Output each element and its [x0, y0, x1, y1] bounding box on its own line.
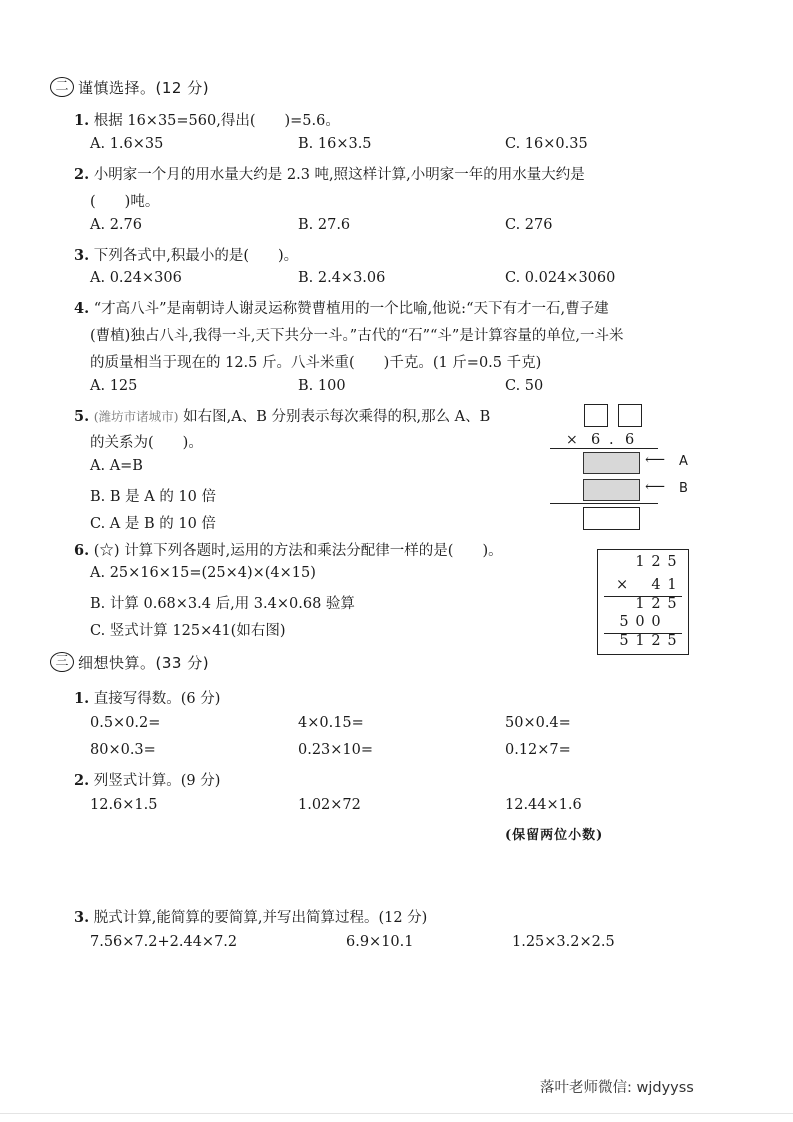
- q-text: 计算下列各题时,运用的方法和乘法分配律一样的是( )。: [124, 543, 503, 559]
- q-text: 小明家一个月的用水量大约是 2.3 吨,照这样计算,小明家一年的用水量大约是: [93, 167, 585, 183]
- calc-item[interactable]: 0.12×7=: [505, 742, 571, 758]
- row-multiplicand: [632, 554, 680, 570]
- decimal-point: .: [609, 432, 614, 448]
- digit: 1: [635, 596, 645, 612]
- digit: 2: [651, 554, 661, 570]
- option-c[interactable]: C. 50: [505, 378, 544, 394]
- option-c[interactable]: C. 16×0.35: [505, 136, 588, 152]
- calc-item[interactable]: 6.9×10.1: [346, 934, 414, 950]
- product-box-b[interactable]: [583, 479, 640, 501]
- option-b[interactable]: B. 计算 0.68×3.4 后,用 3.4×0.68 验算: [90, 596, 355, 612]
- option-a[interactable]: A. 25×16×15=(25×4)×(4×15): [90, 565, 316, 581]
- q-text: “才高八斗”是南朝诗人谢灵运称赞曹植用的一个比喻,他说:“天下有才一石,曹子建: [93, 301, 609, 317]
- s3q2-line: [74, 769, 220, 790]
- q3-line: [74, 244, 298, 265]
- q-number: 4.: [74, 300, 90, 317]
- section-2-title: 谨慎选择。(12 分): [78, 79, 210, 97]
- digit: 5: [619, 633, 629, 649]
- q-text: 根据 16×35=560,得出( )=5.6。: [93, 113, 340, 129]
- section-2-badge: 二: [50, 77, 74, 97]
- result-box[interactable]: [583, 507, 640, 530]
- q2-line2: ( )吨。: [90, 194, 160, 210]
- calc-item[interactable]: 4×0.15=: [298, 715, 364, 731]
- q6-line: [74, 539, 503, 560]
- q2-line1: [74, 163, 585, 184]
- digit: 2: [651, 596, 661, 612]
- q-text: 下列各式中,积最小的是( )。: [93, 248, 299, 264]
- calc-item[interactable]: 12.44×1.6: [505, 797, 582, 813]
- digit: 0: [651, 614, 661, 630]
- digit: 1: [635, 633, 645, 649]
- q-number: 3.: [74, 247, 90, 264]
- calc-item[interactable]: 0.23×10=: [298, 742, 374, 758]
- digit: 1: [667, 577, 677, 593]
- label-a: A: [679, 454, 688, 469]
- option-a[interactable]: A. 1.6×35: [90, 136, 164, 152]
- multiply-sign: ×: [616, 577, 629, 593]
- q1-line: [74, 109, 340, 130]
- row-product: [616, 633, 680, 649]
- option-a[interactable]: A. 2.76: [90, 217, 142, 233]
- calc-item[interactable]: 50×0.4=: [505, 715, 571, 731]
- option-a[interactable]: A. 0.24×306: [90, 270, 182, 286]
- calc-item[interactable]: 12.6×1.5: [90, 797, 158, 813]
- digit: 5: [667, 554, 677, 570]
- q-number: 2.: [74, 772, 90, 789]
- label-b: B: [679, 481, 688, 496]
- option-c[interactable]: C. 276: [505, 217, 553, 233]
- digit: 4: [651, 577, 661, 593]
- s3q3-line: [74, 906, 427, 927]
- calc-item[interactable]: 1.25×3.2×2.5: [512, 934, 615, 950]
- s3q1-line: [74, 687, 220, 708]
- digit: 1: [635, 554, 645, 570]
- q4-line2: (曹植)独占八斗,我得一斗,天下共分一斗。”古代的“石”“斗”是计算容量的单位,一斗米: [90, 328, 624, 344]
- digit: 2: [651, 633, 661, 649]
- section-3-badge: 三: [50, 652, 74, 672]
- bottom-divider: [0, 1113, 793, 1114]
- option-a[interactable]: A. 125: [90, 378, 138, 394]
- multiply-sign: ×: [566, 432, 578, 448]
- footer-watermark: 落叶老师微信: wjdyyss: [540, 1080, 694, 1096]
- q6-vertical-multiplication: [597, 549, 689, 655]
- source-note: (潍坊市诸城市): [93, 409, 179, 424]
- option-c[interactable]: C. 0.024×3060: [505, 270, 616, 286]
- digit: 6: [625, 432, 635, 448]
- rounding-note: (保留两位小数): [505, 828, 604, 843]
- q-number: 6.: [74, 542, 90, 559]
- option-b[interactable]: B. 2.4×3.06: [298, 270, 386, 286]
- calc-item[interactable]: 80×0.3=: [90, 742, 156, 758]
- digit: 5: [667, 633, 677, 649]
- section-3-title: 细想快算。(33 分): [78, 654, 210, 672]
- q-number: 1.: [74, 112, 90, 129]
- q-number: 1.: [74, 690, 90, 707]
- option-a[interactable]: A. A=B: [90, 458, 143, 474]
- digit: 6: [591, 432, 601, 448]
- option-c[interactable]: C. 竖式计算 125×41(如右图): [90, 623, 286, 639]
- rule-line: [550, 503, 658, 504]
- q-number: 2.: [74, 166, 90, 183]
- option-b[interactable]: B. 100: [298, 378, 346, 394]
- rule-line: [550, 448, 658, 449]
- q-text: 如右图,A、B 分别表示每次乘得的积,那么 A、B: [183, 409, 491, 425]
- q-text: 直接写得数。(6 分): [93, 691, 221, 707]
- calc-item[interactable]: 0.5×0.2=: [90, 715, 161, 731]
- arrow-a: ⟵: [645, 452, 666, 468]
- digit: 5: [619, 614, 629, 630]
- q-number: 3.: [74, 909, 90, 926]
- q4-line1: [74, 297, 609, 318]
- option-c[interactable]: C. A 是 B 的 10 倍: [90, 516, 216, 532]
- calc-item[interactable]: 7.56×7.2+2.44×7.2: [90, 934, 238, 950]
- q-text: 脱式计算,能简算的要简算,并写出简算过程。(12 分): [93, 910, 428, 926]
- q-text: 列竖式计算。(9 分): [93, 773, 221, 789]
- product-box-a[interactable]: [583, 452, 640, 474]
- digit: 0: [635, 614, 645, 630]
- star-mark: (☆): [93, 543, 120, 559]
- row-multiplier: [648, 577, 680, 593]
- q5-line1: [74, 405, 490, 426]
- digit: 5: [667, 596, 677, 612]
- row-partial-1: [632, 596, 680, 612]
- blank-digit-box[interactable]: [584, 404, 608, 427]
- option-b[interactable]: B. 16×3.5: [298, 136, 372, 152]
- blank-digit-box[interactable]: [618, 404, 642, 427]
- row-partial-2: [616, 614, 664, 630]
- arrow-b: ⟵: [645, 479, 666, 495]
- q-number: 5.: [74, 408, 90, 425]
- option-b[interactable]: B. 27.6: [298, 217, 351, 233]
- q4-line3: 的质量相当于现在的 12.5 斤。八斗米重( )千克。(1 斤=0.5 千克): [90, 355, 542, 371]
- q5-line2: 的关系为( )。: [90, 435, 203, 451]
- option-b[interactable]: B. B 是 A 的 10 倍: [90, 489, 216, 505]
- calc-item[interactable]: 1.02×72: [298, 797, 361, 813]
